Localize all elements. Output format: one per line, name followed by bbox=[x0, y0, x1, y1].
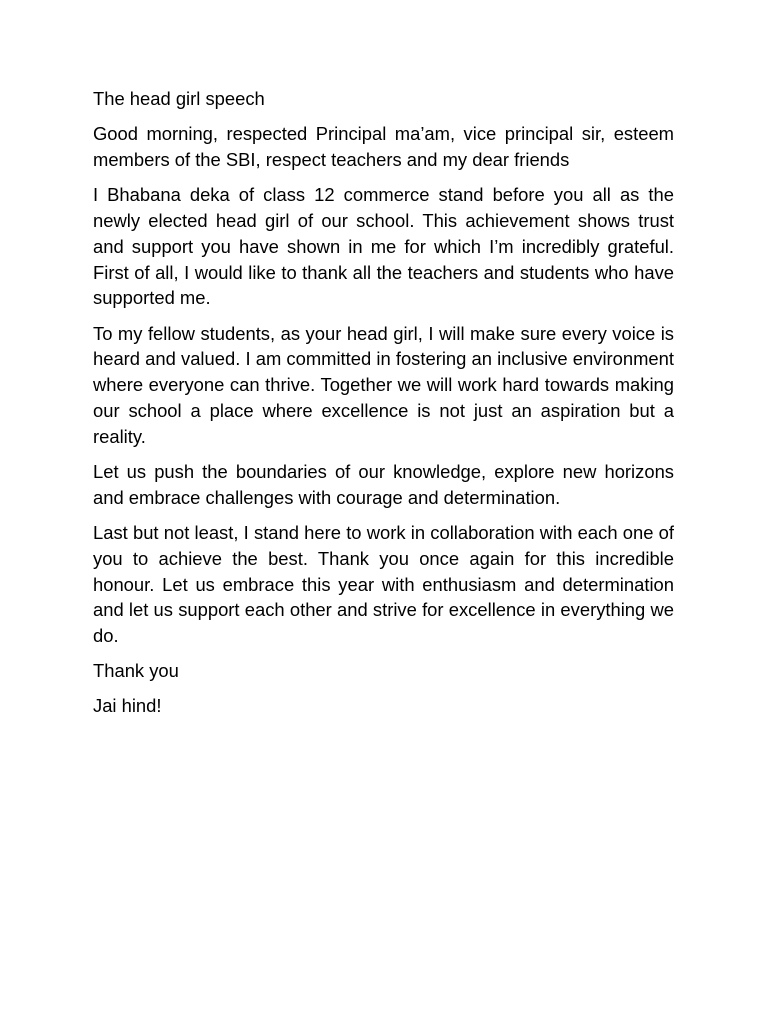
document-page bbox=[93, 86, 674, 729]
document-title: The head girl speech bbox=[93, 88, 265, 109]
paragraph-conclusion: Last but not least, I stand here to work in collaboration with each one of you to achieve the best. Thank you once again for this incredible honour. Let us embrace this year with enthusiasm and determination and let us support each other and strive for excellence in everything we do. bbox=[93, 521, 674, 647]
closing-thanks: Thank you bbox=[93, 660, 179, 682]
paragraph-commitment: To my fellow students, as your head girl, I will make sure every voice is heard and valued. I am committed in fostering an inclusive environment where everyone can thrive. Together we will work hard towards making our school a place where excellence is not just an aspiration but a reality. bbox=[93, 322, 674, 447]
paragraph-encouragement: Let us push the boundaries of our knowledge, explore new horizons and embrace challenges with courage and determination. bbox=[93, 460, 674, 508]
sign-off: Jai hind! bbox=[93, 695, 162, 717]
paragraph-greeting: Good morning, respected Principal ma’am, vice principal sir, esteem members of the SBI, respect teachers and my dear friends bbox=[93, 123, 674, 170]
paragraph-introduction: I Bhabana deka of class 12 commerce stand before you all as the newly elected head girl of our school. This achievement shows trust and support you have shown in me for which I’m incredibly grateful. First of all, I would like to thank all the teachers and students who have supported me. bbox=[93, 184, 674, 309]
